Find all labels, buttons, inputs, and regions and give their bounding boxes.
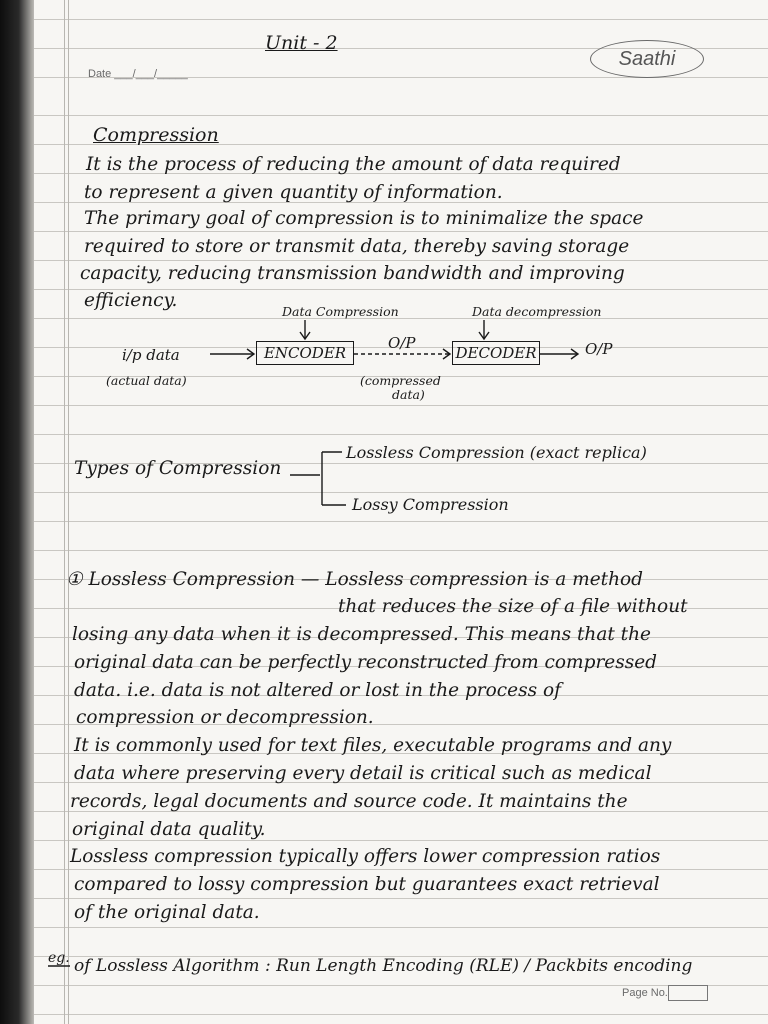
example-prefix: eg. — [48, 950, 70, 966]
mid-note-1: (compressed — [360, 373, 441, 388]
example-line: of Lossless Algorithm : Run Length Encoding (RLE) / Packbits encoding — [74, 956, 693, 976]
text-line: capacity, reducing transmission bandwidth and improving — [80, 263, 625, 284]
label-data-compression: Data Compression — [282, 304, 399, 319]
output-label: O/P — [585, 340, 613, 358]
decoder-box: DECODER — [452, 341, 540, 365]
section-heading-compression: Compression — [93, 124, 219, 146]
types-label: Types of Compression — [74, 458, 282, 479]
type-lossy: Lossy Compression — [352, 495, 509, 514]
brand-logo: Saathi — [590, 40, 704, 78]
text-line: of the original data. — [74, 902, 260, 923]
text-line: It is the process of reducing the amount of data required — [86, 154, 621, 175]
text-line: losing any data when it is decompressed. This means that the — [72, 624, 651, 645]
date-label: Date ___/___/_____ — [88, 68, 188, 80]
text-line: records, legal documents and source code. It maintains the — [70, 791, 628, 812]
mid-note-2: data) — [392, 387, 425, 402]
page-number-label: Page No. — [622, 987, 668, 999]
text-line: It is commonly used for text files, executable programs and any — [74, 735, 672, 756]
text-line: compression or decompression. — [76, 707, 374, 728]
text-line: compared to lossy compression but guarantees exact retrieval — [74, 874, 660, 895]
encoder-box: ENCODER — [256, 341, 354, 365]
page-number-box — [668, 985, 708, 1001]
label-data-decompression: Data decompression — [472, 304, 602, 319]
text-line: The primary goal of compression is to minimalize the space — [84, 208, 644, 229]
text-line: required to store or transmit data, thereby saving storage — [84, 236, 630, 257]
lossless-heading: ① Lossless Compression — Lossless compression is a method — [66, 569, 643, 590]
input-note: (actual data) — [106, 373, 187, 388]
text-line: data where preserving every detail is critical such as medical — [74, 763, 652, 784]
text-line: efficiency. — [84, 290, 178, 311]
input-label: i/p data — [122, 346, 180, 364]
text-line: original data can be perfectly reconstructed from compressed — [74, 652, 658, 673]
text-line: to represent a given quantity of information. — [84, 182, 503, 203]
unit-title: Unit - 2 — [265, 32, 338, 54]
text-line: Lossless compression typically offers lower compression ratios — [70, 846, 661, 867]
text-line: that reduces the size of a file without — [338, 596, 688, 617]
text-line: original data quality. — [72, 819, 266, 840]
mid-output-label: O/P — [388, 334, 416, 352]
type-lossless: Lossless Compression (exact replica) — [346, 443, 647, 462]
text-line: data. i.e. data is not altered or lost in the process of — [74, 680, 561, 701]
